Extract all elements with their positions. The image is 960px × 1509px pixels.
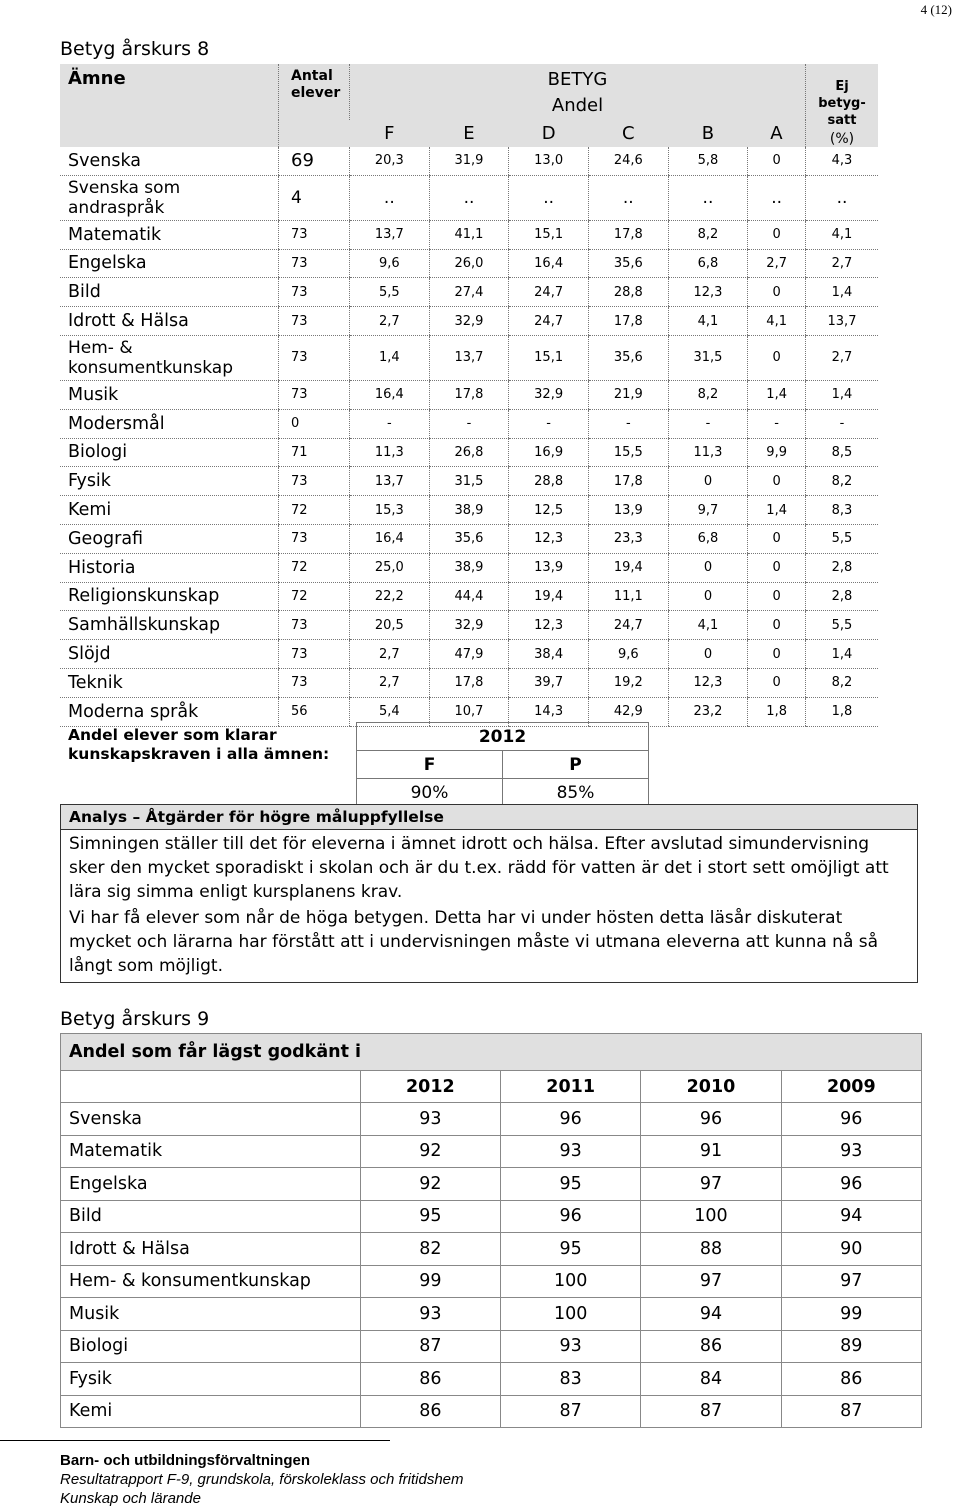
subject-cell: Kemi (61, 1395, 361, 1428)
value-cell: .. (509, 175, 589, 220)
summary-col-f: F (357, 751, 503, 779)
value-cell: 1,4 (748, 496, 806, 525)
value-cell: 0 (748, 220, 806, 249)
table-row (60, 335, 878, 380)
value-cell: 27,4 (429, 278, 509, 307)
count-cell: 73 (279, 640, 350, 669)
subject-cell: Historia (60, 553, 279, 582)
count-cell: 72 (279, 496, 350, 525)
value-cell: 17,8 (588, 307, 668, 336)
value-cell: 0 (748, 335, 806, 380)
value-cell: 0 (748, 278, 806, 307)
table-row (61, 1298, 922, 1331)
table-row (61, 1363, 922, 1396)
summary-table (356, 722, 649, 807)
value-cell: 13,0 (509, 147, 589, 175)
value-cell: - (748, 409, 806, 438)
value-cell: 2,7 (350, 640, 430, 669)
value-cell: 12,3 (668, 278, 748, 307)
value-cell: 0 (748, 582, 806, 611)
grade9-table (60, 1033, 922, 1428)
value-cell: 95 (501, 1233, 641, 1266)
subject-cell: Fysik (61, 1363, 361, 1396)
value-cell: 13,7 (429, 335, 509, 380)
value-cell: 8,5 (806, 438, 879, 467)
count-cell: 72 (279, 553, 350, 582)
value-cell: 23,2 (668, 697, 748, 726)
value-cell: 100 (641, 1200, 781, 1233)
footer-org: Barn- och utbildningsförvaltningen (60, 1452, 310, 1469)
value-cell: 93 (501, 1135, 641, 1168)
page-number: 4 (12) (920, 2, 952, 17)
value-cell: 0 (748, 524, 806, 553)
value-cell: 24,6 (588, 147, 668, 175)
ej-label: Ej betyg- satt (818, 79, 866, 128)
value-cell: 17,8 (429, 380, 509, 409)
value-cell: 96 (641, 1103, 781, 1136)
table-row (60, 175, 878, 220)
count-cell: 73 (279, 380, 350, 409)
value-cell: 5,5 (806, 611, 879, 640)
value-cell: 17,8 (588, 220, 668, 249)
value-cell: 20,3 (350, 147, 430, 175)
value-cell: 92 (360, 1135, 500, 1168)
value-cell: 95 (360, 1200, 500, 1233)
value-cell: 95 (501, 1168, 641, 1201)
value-cell: 4,1 (748, 307, 806, 336)
value-cell: 11,3 (350, 438, 430, 467)
value-cell: 39,7 (509, 668, 589, 697)
value-cell: 84 (641, 1363, 781, 1396)
table-row (60, 147, 878, 175)
grade-header-f: F (350, 120, 430, 147)
value-cell: 38,9 (429, 496, 509, 525)
value-cell: 9,9 (748, 438, 806, 467)
value-cell: 12,5 (509, 496, 589, 525)
value-cell: 100 (501, 1298, 641, 1331)
value-cell: 41,1 (429, 220, 509, 249)
value-cell: 93 (360, 1298, 500, 1331)
summary-val-p: 85% (503, 779, 649, 807)
value-cell: .. (806, 175, 879, 220)
table-row (61, 1103, 922, 1136)
year-header: 2009 (781, 1071, 921, 1103)
value-cell: 16,4 (350, 380, 430, 409)
value-cell: 1,4 (350, 335, 430, 380)
count-cell: 73 (279, 249, 350, 278)
value-cell: 1,4 (806, 278, 879, 307)
value-cell: 15,1 (509, 335, 589, 380)
value-cell: 94 (641, 1298, 781, 1331)
value-cell: 86 (360, 1363, 500, 1396)
count-cell: 73 (279, 524, 350, 553)
subject-cell: Biologi (60, 438, 279, 467)
count-cell: 56 (279, 697, 350, 726)
value-cell: 0 (668, 553, 748, 582)
summary-val-f: 90% (357, 779, 503, 807)
table-row (60, 524, 878, 553)
count-cell: 72 (279, 582, 350, 611)
value-cell: 17,8 (429, 668, 509, 697)
value-cell: 2,7 (806, 335, 879, 380)
value-cell: .. (350, 175, 430, 220)
summary-year: 2012 (357, 723, 649, 751)
grade-header-a: A (748, 120, 806, 147)
value-cell: 13,7 (350, 220, 430, 249)
table-row (60, 640, 878, 669)
subject-cell: Hem- & konsumentkunskap (60, 335, 279, 380)
value-cell: 2,8 (806, 553, 879, 582)
table-row (61, 1200, 922, 1233)
value-cell: 32,9 (429, 611, 509, 640)
subject-cell: Musik (61, 1298, 361, 1331)
grade-header-b: B (668, 120, 748, 147)
table-row (61, 1330, 922, 1363)
value-cell: 87 (501, 1395, 641, 1428)
table-row (61, 1395, 922, 1428)
value-cell: 42,9 (588, 697, 668, 726)
value-cell: 10,7 (429, 697, 509, 726)
value-cell: 99 (360, 1265, 500, 1298)
analysis-paragraph-2: Vi har få elever som når de höga betygen. Detta har vi under hösten detta läsår diskuterat mycket och lärarna har förstått att i undervisningen måste vi utmana eleverna att kunna nå så långt som möjligt. (69, 908, 879, 976)
subject-cell: Modersmål (60, 409, 279, 438)
subject-cell: Svenska (61, 1103, 361, 1136)
value-cell: 0 (668, 640, 748, 669)
value-cell: 0 (748, 668, 806, 697)
table-row (60, 553, 878, 582)
value-cell: 96 (781, 1168, 921, 1201)
count-header: Antal elever (279, 64, 350, 147)
value-cell: 2,7 (806, 249, 879, 278)
value-cell: 1,8 (806, 697, 879, 726)
value-cell: 87 (781, 1395, 921, 1428)
value-cell: 82 (360, 1233, 500, 1266)
value-cell: 0 (748, 467, 806, 496)
value-cell: 8,2 (668, 380, 748, 409)
value-cell: 16,9 (509, 438, 589, 467)
count-cell: 0 (279, 409, 350, 438)
value-cell: 88 (641, 1233, 781, 1266)
value-cell: 12,3 (509, 524, 589, 553)
value-cell: 0 (748, 553, 806, 582)
header-row (60, 64, 878, 120)
value-cell: .. (429, 175, 509, 220)
value-cell: 19,2 (588, 668, 668, 697)
value-cell: 5,5 (350, 278, 430, 307)
value-cell: 22,2 (350, 582, 430, 611)
subject-cell: Geografi (60, 524, 279, 553)
value-cell: 17,8 (588, 467, 668, 496)
value-cell: .. (748, 175, 806, 220)
value-cell: 90 (781, 1233, 921, 1266)
value-cell: 11,3 (668, 438, 748, 467)
value-cell: 31,9 (429, 147, 509, 175)
value-cell: 31,5 (429, 467, 509, 496)
year-header: 2010 (641, 1071, 781, 1103)
value-cell: 1,4 (806, 640, 879, 669)
value-cell: 28,8 (509, 467, 589, 496)
table-row (60, 467, 878, 496)
value-cell: 44,4 (429, 582, 509, 611)
subject-cell: Slöjd (60, 640, 279, 669)
table-row (61, 1168, 922, 1201)
value-cell: 8,3 (806, 496, 879, 525)
value-cell: 89 (781, 1330, 921, 1363)
value-cell: 1,4 (806, 380, 879, 409)
value-cell: 87 (641, 1395, 781, 1428)
subject-cell: Samhällskunskap (60, 611, 279, 640)
value-cell: 86 (360, 1395, 500, 1428)
value-cell: 11,1 (588, 582, 668, 611)
value-cell: 96 (501, 1103, 641, 1136)
value-cell: 28,8 (588, 278, 668, 307)
value-cell: 13,9 (588, 496, 668, 525)
value-cell: 4,3 (806, 147, 879, 175)
title-row (61, 1034, 922, 1071)
table-row (60, 278, 878, 307)
grade-header-d: D (509, 120, 589, 147)
subject-cell: Idrott & Hälsa (61, 1233, 361, 1266)
section-title-grade8: Betyg årskurs 8 (60, 38, 210, 60)
value-cell: 24,7 (588, 611, 668, 640)
value-cell: 24,7 (509, 278, 589, 307)
table-row (60, 380, 878, 409)
year-header: 2011 (501, 1071, 641, 1103)
footer (60, 1451, 464, 1508)
count-cell: 69 (279, 147, 350, 175)
analysis-heading: Analys – Åtgärder för högre måluppfyllelse (61, 805, 917, 830)
table-row (61, 1135, 922, 1168)
subject-cell: Engelska (60, 249, 279, 278)
grade8-table (60, 64, 878, 727)
value-cell: 93 (501, 1330, 641, 1363)
years-blank (61, 1071, 361, 1103)
count-cell: 71 (279, 438, 350, 467)
count-cell: 4 (279, 175, 350, 220)
subject-cell: Fysik (60, 467, 279, 496)
andel-label: Andel (551, 95, 604, 116)
table-row (60, 582, 878, 611)
value-cell: 83 (501, 1363, 641, 1396)
value-cell: 0 (748, 640, 806, 669)
value-cell: 5,8 (668, 147, 748, 175)
value-cell: 94 (781, 1200, 921, 1233)
value-cell: 35,6 (429, 524, 509, 553)
value-cell: 38,4 (509, 640, 589, 669)
value-cell: 12,3 (668, 668, 748, 697)
table-title: Andel som får lägst godkänt i (61, 1034, 922, 1071)
count-cell: 73 (279, 467, 350, 496)
value-cell: 100 (501, 1265, 641, 1298)
value-cell: 16,4 (509, 249, 589, 278)
value-cell: 96 (501, 1200, 641, 1233)
value-cell: - (429, 409, 509, 438)
value-cell: .. (668, 175, 748, 220)
table-row (60, 611, 878, 640)
value-cell: 4,1 (806, 220, 879, 249)
footer-report: Resultatrapport F-9, grundskola, förskoleklass och fritidshem (60, 1471, 464, 1488)
value-cell: 0 (668, 467, 748, 496)
value-cell: 16,4 (350, 524, 430, 553)
value-cell: 2,7 (748, 249, 806, 278)
value-cell: 8,2 (806, 467, 879, 496)
value-cell: - (668, 409, 748, 438)
table-row (60, 438, 878, 467)
betyg-header (350, 64, 806, 120)
analysis-box (60, 804, 918, 983)
footer-dept: Kunskap och lärande (60, 1490, 201, 1507)
value-cell: 9,6 (588, 640, 668, 669)
value-cell: 47,9 (429, 640, 509, 669)
value-cell: 6,8 (668, 249, 748, 278)
value-cell: 93 (781, 1135, 921, 1168)
value-cell: 25,0 (350, 553, 430, 582)
subject-cell: Engelska (61, 1168, 361, 1201)
value-cell: 24,7 (509, 307, 589, 336)
count-cell: 73 (279, 278, 350, 307)
grade-header-e: E (429, 120, 509, 147)
value-cell: 4,1 (668, 307, 748, 336)
subject-header: Ämne (60, 64, 279, 147)
value-cell: 86 (641, 1330, 781, 1363)
value-cell: .. (588, 175, 668, 220)
value-cell: 97 (641, 1168, 781, 1201)
table-row (60, 668, 878, 697)
count-cell: 73 (279, 611, 350, 640)
value-cell: 32,9 (509, 380, 589, 409)
value-cell: 86 (781, 1363, 921, 1396)
value-cell: 38,9 (429, 553, 509, 582)
value-cell: 0 (748, 147, 806, 175)
value-cell: 19,4 (509, 582, 589, 611)
value-cell: 5,5 (806, 524, 879, 553)
table-row (60, 249, 878, 278)
value-cell: 8,2 (806, 668, 879, 697)
value-cell: 26,0 (429, 249, 509, 278)
subject-cell: Musik (60, 380, 279, 409)
analysis-paragraph-1: Simningen ställer till det för eleverna i ämnet idrott och hälsa. Efter avslutad simundervisning sker den mycket sporadiskt i skolan och är du t.ex. rädd för vatten är det i stort sett omöjligt att lära sig simma enligt kursplanens krav. (69, 834, 889, 902)
value-cell: 2,7 (350, 668, 430, 697)
value-cell: 15,3 (350, 496, 430, 525)
pct-label: (%) (829, 131, 855, 147)
subject-cell: Teknik (60, 668, 279, 697)
count-cell: 73 (279, 307, 350, 336)
value-cell: 99 (781, 1298, 921, 1331)
subject-cell: Kemi (60, 496, 279, 525)
subject-cell: Matematik (60, 220, 279, 249)
value-cell: 26,8 (429, 438, 509, 467)
value-cell: 13,9 (509, 553, 589, 582)
summary-col-p: P (503, 751, 649, 779)
value-cell: 13,7 (350, 467, 430, 496)
value-cell: 20,5 (350, 611, 430, 640)
subject-cell: Biologi (61, 1330, 361, 1363)
value-cell: 21,9 (588, 380, 668, 409)
value-cell: 9,7 (668, 496, 748, 525)
value-cell: 97 (781, 1265, 921, 1298)
value-cell: 2,7 (350, 307, 430, 336)
value-cell: 96 (781, 1103, 921, 1136)
value-cell: 2,8 (806, 582, 879, 611)
value-cell: - (509, 409, 589, 438)
years-row (61, 1071, 922, 1103)
count-cell: 73 (279, 220, 350, 249)
value-cell: 32,9 (429, 307, 509, 336)
table-row (60, 409, 878, 438)
value-cell: 0 (748, 611, 806, 640)
year-header: 2012 (360, 1071, 500, 1103)
value-cell: 14,3 (509, 697, 589, 726)
value-cell: 31,5 (668, 335, 748, 380)
section-title-grade9: Betyg årskurs 9 (60, 1008, 210, 1030)
value-cell: 35,6 (588, 249, 668, 278)
count-cell: 73 (279, 335, 350, 380)
value-cell: 93 (360, 1103, 500, 1136)
subject-cell: Idrott & Hälsa (60, 307, 279, 336)
value-cell: 87 (360, 1330, 500, 1363)
table-row (60, 220, 878, 249)
value-cell: 23,3 (588, 524, 668, 553)
subject-cell: Bild (60, 278, 279, 307)
subject-cell: Matematik (61, 1135, 361, 1168)
table-row (61, 1265, 922, 1298)
subject-cell: Bild (61, 1200, 361, 1233)
value-cell: - (806, 409, 879, 438)
value-cell: 97 (641, 1265, 781, 1298)
subject-cell: Svenska (60, 147, 279, 175)
value-cell: 6,8 (668, 524, 748, 553)
value-cell: 9,6 (350, 249, 430, 278)
value-cell: 35,6 (588, 335, 668, 380)
value-cell: 91 (641, 1135, 781, 1168)
subject-cell: Svenska som andraspråk (60, 175, 279, 220)
value-cell: 1,8 (748, 697, 806, 726)
value-cell: 92 (360, 1168, 500, 1201)
value-cell: - (588, 409, 668, 438)
value-cell: 12,3 (509, 611, 589, 640)
value-cell: 4,1 (668, 611, 748, 640)
table-row (60, 307, 878, 336)
value-cell: 1,4 (748, 380, 806, 409)
footer-rule (0, 1440, 390, 1441)
value-cell: 5,4 (350, 697, 430, 726)
value-cell: 13,7 (806, 307, 879, 336)
count-cell: 73 (279, 668, 350, 697)
value-cell: 19,4 (588, 553, 668, 582)
ej-betygsatt-header (806, 64, 879, 147)
subject-cell: Hem- & konsumentkunskap (61, 1265, 361, 1298)
subject-cell: Moderna språk (60, 697, 279, 726)
value-cell: 15,1 (509, 220, 589, 249)
betyg-label: BETYG (547, 69, 608, 90)
table-row (60, 496, 878, 525)
grade-header-c: C (588, 120, 668, 147)
summary-label: Andel elever som klarar kunskapskraven i alla ämnen: (68, 726, 330, 763)
value-cell: 0 (668, 582, 748, 611)
table-row (61, 1233, 922, 1266)
value-cell: - (350, 409, 430, 438)
value-cell: 8,2 (668, 220, 748, 249)
value-cell: 15,5 (588, 438, 668, 467)
subject-cell: Religionskunskap (60, 582, 279, 611)
